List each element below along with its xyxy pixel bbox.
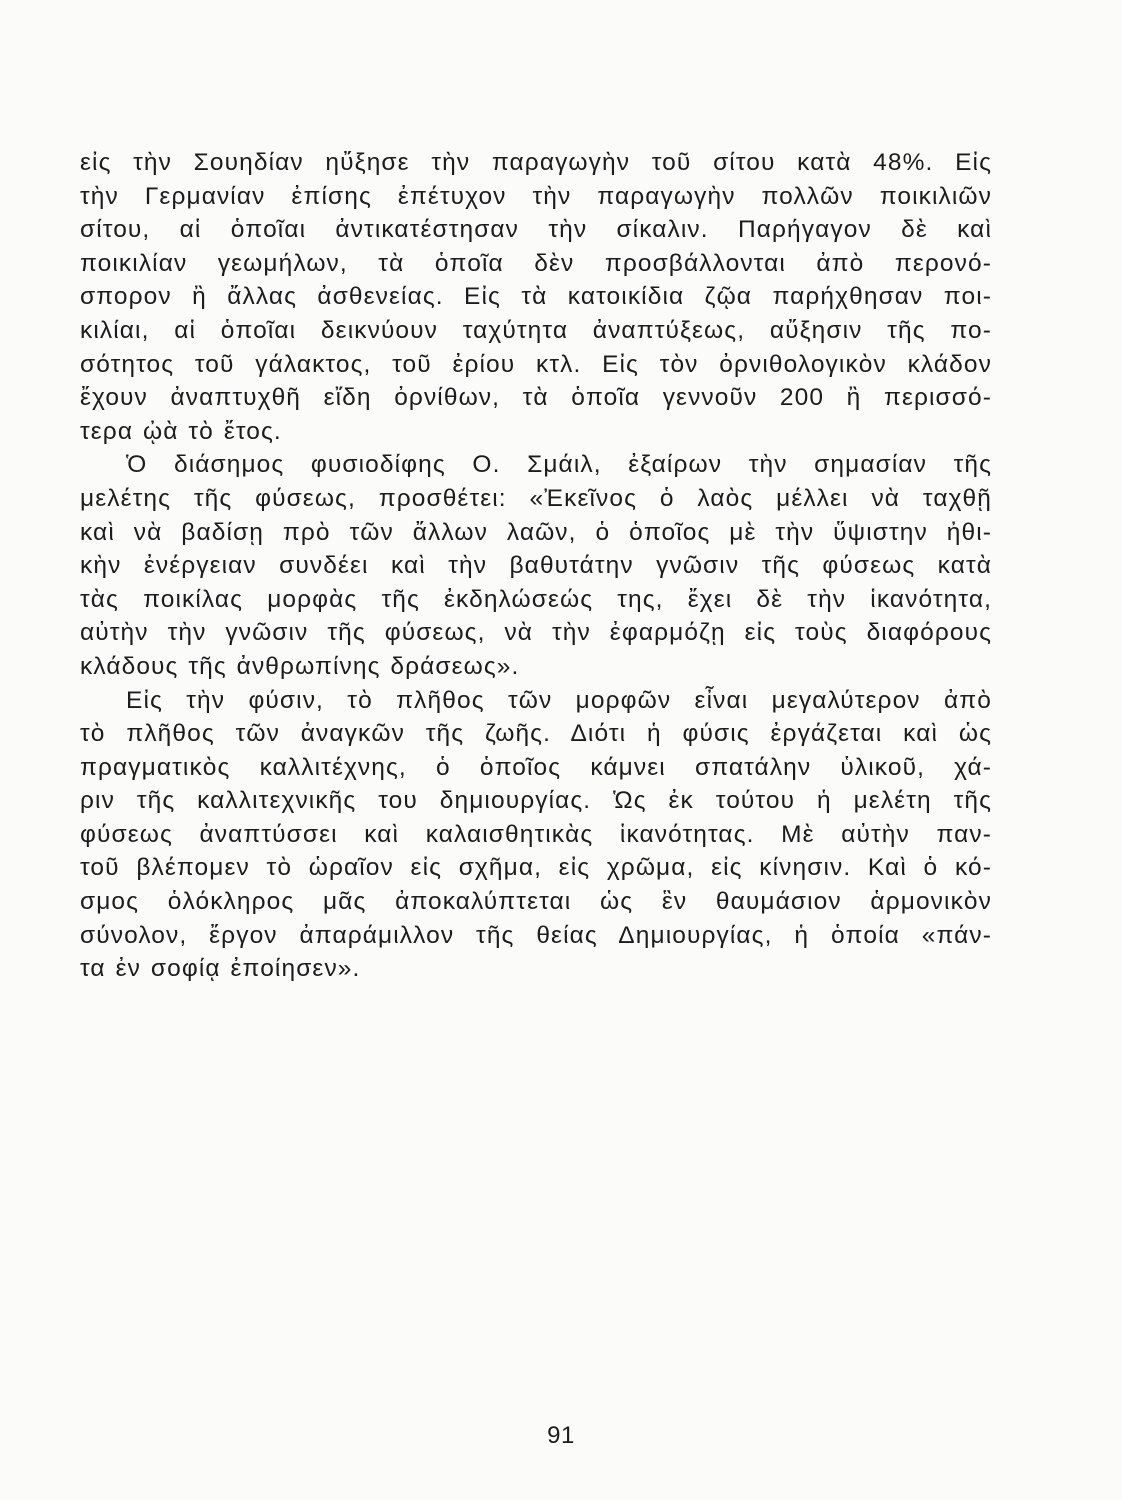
text-line: εἰς τὴν Σουηδίαν ηὔξησε τὴν παραγωγὴν τοῦ σίτου κατὰ 48%. Εἰς bbox=[80, 149, 992, 176]
text-line: τὰς ποικίλας μορφὰς τῆς ἐκδηλώσεώς της, ἔχει δὲ τὴν ἱκανότητα, bbox=[80, 585, 992, 613]
paragraph bbox=[80, 146, 992, 448]
text-line: τὴν Γερμανίαν ἐπίσης ἐπέτυχον τὴν παραγωγὴν πολλῶν ποικιλιῶν bbox=[80, 182, 992, 210]
text-line: Εἰς τὴν φύσιν, τὸ πλῆθος τῶν μορφῶν εἶναι μεγαλύτερον ἀπὸ bbox=[126, 686, 992, 714]
text-line: ἔχουν ἀναπτυχθῆ εἴδη ὀρνίθων, τὰ ὁποῖα γεννοῦν 200 ἢ περισσό- bbox=[80, 384, 992, 412]
text-line: πραγματικὸς καλλιτέχνης, ὁ ὁποῖος κάμνει σπατάλην ὑλικοῦ, χά- bbox=[80, 753, 992, 781]
text-line: σπορον ἢ ἄλλας ἀσθενείας. Εἰς τὰ κατοικίδια ζῷα παρήχθησαν ποι- bbox=[80, 283, 992, 311]
text-line: μελέτης τῆς φύσεως, προσθέτει: «Ἐκεῖνος ὁ λαὸς μέλλει νὰ ταχθῇ bbox=[80, 484, 992, 512]
text-line: τα ἐν σοφίᾳ ἐποίησεν». bbox=[80, 955, 361, 983]
text-line: σίτου, αἱ ὁποῖαι ἀντικατέστησαν τὴν σίκαλιν. Παρήγαγον δὲ καὶ bbox=[80, 216, 992, 244]
text-line: τὸ πλῆθος τῶν ἀναγκῶν τῆς ζωῆς. Διότι ἡ φύσις ἐργάζεται καὶ ὡς bbox=[80, 720, 992, 748]
text-line: κιλίαι, αἱ ὁποῖαι δεικνύουν ταχύτητα ἀναπτύξεως, αὔξησιν τῆς πο- bbox=[80, 316, 992, 344]
text-line: φύσεως ἀναπτύσσει καὶ καλαισθητικὰς ἱκανότητας. Μὲ αὐτὴν παν- bbox=[80, 820, 992, 848]
page-number: 91 bbox=[547, 1422, 575, 1449]
text-line: σότητος τοῦ γάλακτος, τοῦ ἐρίου κτλ. Εἰς τὸν ὀρνιθολογικὸν κλάδον bbox=[80, 350, 992, 378]
text-line: ριν τῆς καλλιτεχνικῆς του δημιουργίας. Ὡς ἐκ τούτου ἡ μελέτη τῆς bbox=[80, 787, 992, 815]
body-text bbox=[80, 146, 992, 986]
paragraph bbox=[80, 684, 992, 986]
text-line: Ὁ διάσημος φυσιοδίφης Ο. Σμάιλ, ἐξαίρων τὴν σημασίαν τῆς bbox=[126, 451, 992, 479]
paragraph bbox=[80, 448, 992, 683]
text-line: ποικιλίαν γεωμήλων, τὰ ὁποῖα δὲν προσβάλλονται ἀπὸ περονό- bbox=[80, 249, 992, 277]
text-line: τερα ᾠὰ τὸ ἔτος. bbox=[80, 417, 282, 445]
text-line: καὶ νὰ βαδίσῃ πρὸ τῶν ἄλλων λαῶν, ὁ ὁποῖος μὲ τὴν ὕψιστην ἠθι- bbox=[80, 518, 992, 546]
text-line: κὴν ἐνέργειαν συνδέει καὶ τὴν βαθυτάτην γνῶσιν τῆς φύσεως κατὰ bbox=[80, 552, 992, 580]
text-line: τοῦ βλέπομεν τὸ ὡραῖον εἰς σχῆμα, εἰς χρῶμα, εἰς κίνησιν. Καὶ ὁ κό- bbox=[80, 854, 992, 882]
text-line: αὐτὴν τὴν γνῶσιν τῆς φύσεως, νὰ τὴν ἐφαρμόζῃ εἰς τοὺς διαφόρους bbox=[80, 619, 992, 647]
text-line: σμος ὁλόκληρος μᾶς ἀποκαλύπτεται ὡς ἓν θαυμάσιον ἁρμονικὸν bbox=[80, 888, 992, 916]
text-line: κλάδους τῆς ἀνθρωπίνης δράσεως». bbox=[80, 652, 520, 680]
text-line: σύνολον, ἔργον ἀπαράμιλλον τῆς θείας Δημιουργίας, ἡ ὁποία «πάν- bbox=[80, 921, 992, 949]
